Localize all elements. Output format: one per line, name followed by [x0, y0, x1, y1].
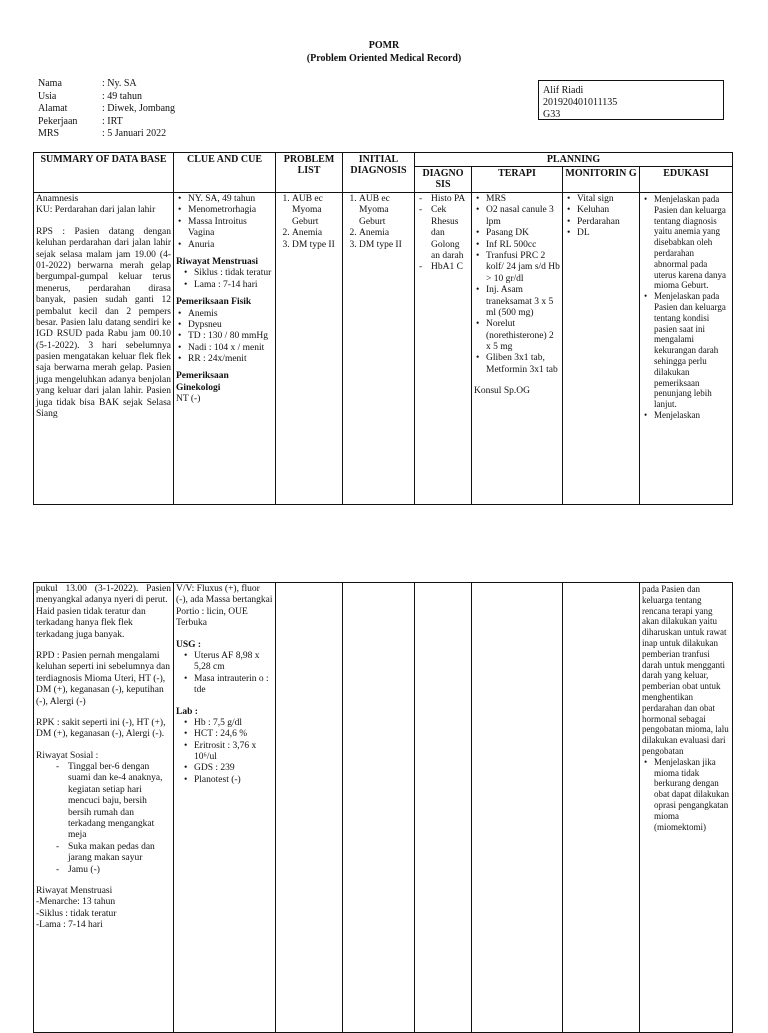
patient-value: : 49 tahun: [102, 90, 142, 102]
sosial-item: - Tinggal ber-6 dengan suami dan ke-4 anaknya, kegiatan setiap hari mencuci baju, bersih bersih rumah dan terkadang mengangkat meja: [68, 762, 171, 842]
clue-item: • NY. SA, 49 tahun: [184, 194, 273, 205]
edukasi-item: • Menjelaskan: [650, 410, 730, 421]
diagnosis-cell: [415, 193, 472, 505]
terapi-item: • MRS: [482, 194, 560, 205]
problem-item: 3. DM type II: [292, 240, 340, 251]
diagnosis-cell: [415, 583, 472, 1033]
fisik-item: • Dypsneu: [184, 320, 273, 331]
terapi-konsul: Konsul Sp.OG: [474, 386, 530, 397]
summary-cell: [34, 193, 174, 505]
clue-item: • Menometrorhagia: [184, 205, 273, 216]
fisik-item: • TD : 130 / 80 mmHg: [184, 331, 273, 342]
patient-label: MRS: [38, 128, 60, 139]
patient-label: Pekerjaan: [38, 115, 78, 127]
diagnosis-item: - Cek Rhesus dan Golong an darah: [431, 205, 469, 262]
rps-text: RPS : Pasien datang dengan keluhan perdarahan dari jalan lahir sejak selasa malam jam 19.00 (4-01-2022) berwarna merah gelap bergumpal-gumpal keluar terus menerus, perdarahan dirasa banyak, pasien sudah ganti 12 pembalut kecil dan 2 pempers besar. Pasien lalu datang sendiri ke IGD RSUD pada Rabu jam 00.10 (5-1-2022). 3 hari sebelumnya pasien mengatakan keluar flek flek saja berwarna merah gelap. Pasien juga mengeluhkan adanya benjolan yang keluar dari jalan lahir. Pasien juga tidak bisa BAK sejak Selasa Siang: [36, 226, 171, 420]
monitoring-item: • Perdarahan: [573, 217, 637, 228]
clue-cell: [174, 193, 276, 505]
menstruasi-item: • Lama : 7-14 hari: [190, 280, 273, 291]
problem-cell: [276, 193, 343, 505]
patient-label: Usia: [38, 90, 57, 102]
lab-item: • Eritrosit : 3,76 x 10⁶/ul: [190, 741, 273, 764]
patient-value: : Diwek, Jombang: [102, 103, 176, 114]
fisik-item: • Nadi : 104 x / menit: [184, 343, 273, 354]
keluhan-utama: KU: Perdarahan dari jalan lahir: [36, 205, 156, 216]
sosial-heading: Riwayat Sosial :: [36, 750, 99, 761]
terapi-item: • Tranfusi PRC 2 kolf/ 24 jam s/d Hb > 10 gr/dl: [482, 251, 560, 285]
monitoring-item: • DL: [573, 228, 637, 239]
monitoring-cell: [563, 583, 640, 1033]
usg-item: • Masa intrauterin o : tde: [190, 674, 273, 697]
edukasi-item: • Menjelaskan pada Pasien dan keluarga tentang kondisi pasien saat ini mengalami kekurangan darah sehingga perlu dilakukan pemeriksaan penunjang lebih lanjut.: [650, 291, 730, 410]
fisik-heading: Pemeriksaan Fisik: [176, 297, 252, 308]
lab-item: • Planotest (-): [190, 775, 273, 786]
patient-value: : Ny. SA: [102, 78, 137, 89]
pomr-table-page1: [33, 152, 733, 505]
patient-label: Alamat: [38, 103, 68, 114]
problem-item: 1. AUB ec Myoma Geburt: [292, 194, 340, 228]
lab-item: • GDS : 239: [190, 763, 273, 774]
diagnosis-item: - HbA1 C: [431, 262, 469, 273]
clue-item: • Anuria: [184, 240, 273, 251]
clue-item: • Massa Introitus Vagina: [184, 217, 273, 240]
clue-cell: [174, 583, 276, 1033]
student-group: G33: [543, 109, 561, 120]
header-problem: PROBLEM LIST: [276, 153, 343, 193]
student-nim: 201920401011135: [543, 97, 618, 108]
lab-item: • HCT : 24,6 %: [190, 729, 273, 740]
patient-value: : 5 Januari 2022: [102, 128, 167, 139]
menstruasi-item: • Siklus : tidak teratur: [190, 268, 273, 279]
haid-text: Haid pasien tidak teratur dan terkadang hanya flek flek terkadang juga banyak.: [36, 606, 146, 640]
terapi-item: • Norelut (norethisterone) 2 x 5 mg: [482, 319, 560, 353]
lab-heading: Lab :: [176, 706, 198, 717]
rpd-text: RPD : Pasien pernah mengalami keluhan seperti ini sebelumnya dan terdiagnosis Mioma Uteri, HT (-), DM (+), keganasan (-), keputihan (-), Alergi (-): [36, 650, 171, 707]
terapi-cell: [472, 583, 563, 1033]
sosial-item: - Suka makan pedas dan jarang makan sayur: [68, 842, 171, 865]
header-summary: SUMMARY OF DATA BASE: [34, 153, 174, 193]
header-monitoring: MONITORIN G: [563, 167, 640, 193]
menstruasi-line: -Menarche: 13 tahun: [36, 897, 116, 908]
terapi-item: • Inf RL 500cc: [482, 240, 560, 251]
header-planning: PLANNING: [415, 153, 733, 167]
fisik-item: • RR : 24x/menit: [184, 354, 273, 365]
student-name: Alif Riadi: [543, 85, 584, 96]
summary-continued: pukul 13.00 (3-1-2022). Pasien menyangkal adanya nyeri di perut.: [36, 584, 171, 606]
diagnosis-item: - Histo PA: [431, 194, 469, 205]
monitoring-item: • Vital sign: [573, 194, 637, 205]
menstruasi-line: -Siklus : tidak teratur: [36, 908, 117, 919]
edukasi-item: • Menjelaskan jika mioma tidak berkurang dengan obat dapat dilakukan oprasi pengangkatan mioma (miomektomi): [650, 757, 730, 833]
initial-cell: [343, 583, 415, 1033]
ginekologi-item: NT (-): [176, 394, 201, 405]
sosial-item: - Jamu (-): [68, 865, 171, 876]
problem-cell: [276, 583, 343, 1033]
rpk-text: RPK : sakit seperti ini (-), HT (+), DM (+), keganasan (-), Alergi (-).: [36, 717, 166, 740]
terapi-cell: [472, 193, 563, 505]
monitoring-cell: [563, 193, 640, 505]
edukasi-continued: pada Pasien dan keluarga tentang rencana terapi yang akan dilakukan yaitu diharuskan untuk rawat inap untuk dilakukan pemberian tranfusi darah untuk mengganti darah yang keluar, pemberian obat untuk menghentikan perdarahan dan obat hormonal sebagai pengobatan mioma, lalu dilakukan evaluasi dari pengobatan: [642, 584, 729, 756]
header-terapi: TERAPI: [472, 167, 563, 193]
edukasi-cell: [640, 583, 733, 1033]
initial-item: 3. DM type II: [359, 240, 412, 251]
fisik-item: • Anemis: [184, 309, 273, 320]
usg-heading: USG :: [176, 639, 202, 650]
patient-value: : IRT: [102, 115, 123, 127]
terapi-item: • Gliben 3x1 tab, Metformin 3x1 tab: [482, 353, 560, 376]
menstruasi-heading: Riwayat Menstruasi: [36, 885, 113, 896]
header-clue: CLUE AND CUE: [174, 153, 276, 193]
terapi-item: • Pasang DK: [482, 228, 560, 239]
document-subtitle: (Problem Oriented Medical Record): [306, 53, 462, 64]
edukasi-cell: [640, 193, 733, 505]
header-edukasi: EDUKASI: [640, 167, 733, 193]
initial-cell: [343, 193, 415, 505]
patient-info: [38, 78, 175, 141]
vt-text: V/V: Fluxus (+), fluor (-), ada Massa bertangkai: [176, 584, 273, 606]
portio-text: Portio : licin, OUE Terbuka: [176, 606, 248, 629]
monitoring-item: • Keluhan: [573, 205, 637, 216]
header-diagnosis: DIAGNO SIS: [415, 167, 472, 193]
lab-item: • Hb : 7,5 g/dl: [190, 718, 273, 729]
ginekologi-heading: Pemeriksaan Ginekologi: [176, 371, 229, 393]
menstruasi-line: -Lama : 7-14 hari: [36, 920, 103, 931]
anamnesis-heading: Anamnesis: [36, 194, 79, 204]
student-id-box: [538, 80, 724, 120]
problem-item: 2. Anemia: [292, 228, 340, 239]
menstruasi-heading: Riwayat Menstruasi: [176, 256, 259, 267]
edukasi-item: • Menjelaskan pada Pasien dan keluarga tentang diagnosis yaitu anemia yang disebabkan oleh perdarahan abnormal pada uterus karena danya mioma Geburt.: [650, 194, 730, 291]
summary-cell: [34, 583, 174, 1033]
usg-item: • Uterus AF 8,98 x 5,28 cm: [190, 651, 273, 674]
initial-item: 2. Anemia: [359, 228, 412, 239]
header-initial: INITIAL DIAGNOSIS: [343, 153, 415, 193]
terapi-item: • Inj. Asam traneksamat 3 x 5 ml (500 mg): [482, 285, 560, 319]
terapi-item: • O2 nasal canule 3 lpm: [482, 205, 560, 228]
pomr-table-page2: [33, 582, 733, 1033]
initial-item: 1. AUB ec Myoma Geburt: [359, 194, 412, 228]
patient-label: Nama: [38, 78, 62, 89]
document-title: POMR: [368, 40, 400, 51]
